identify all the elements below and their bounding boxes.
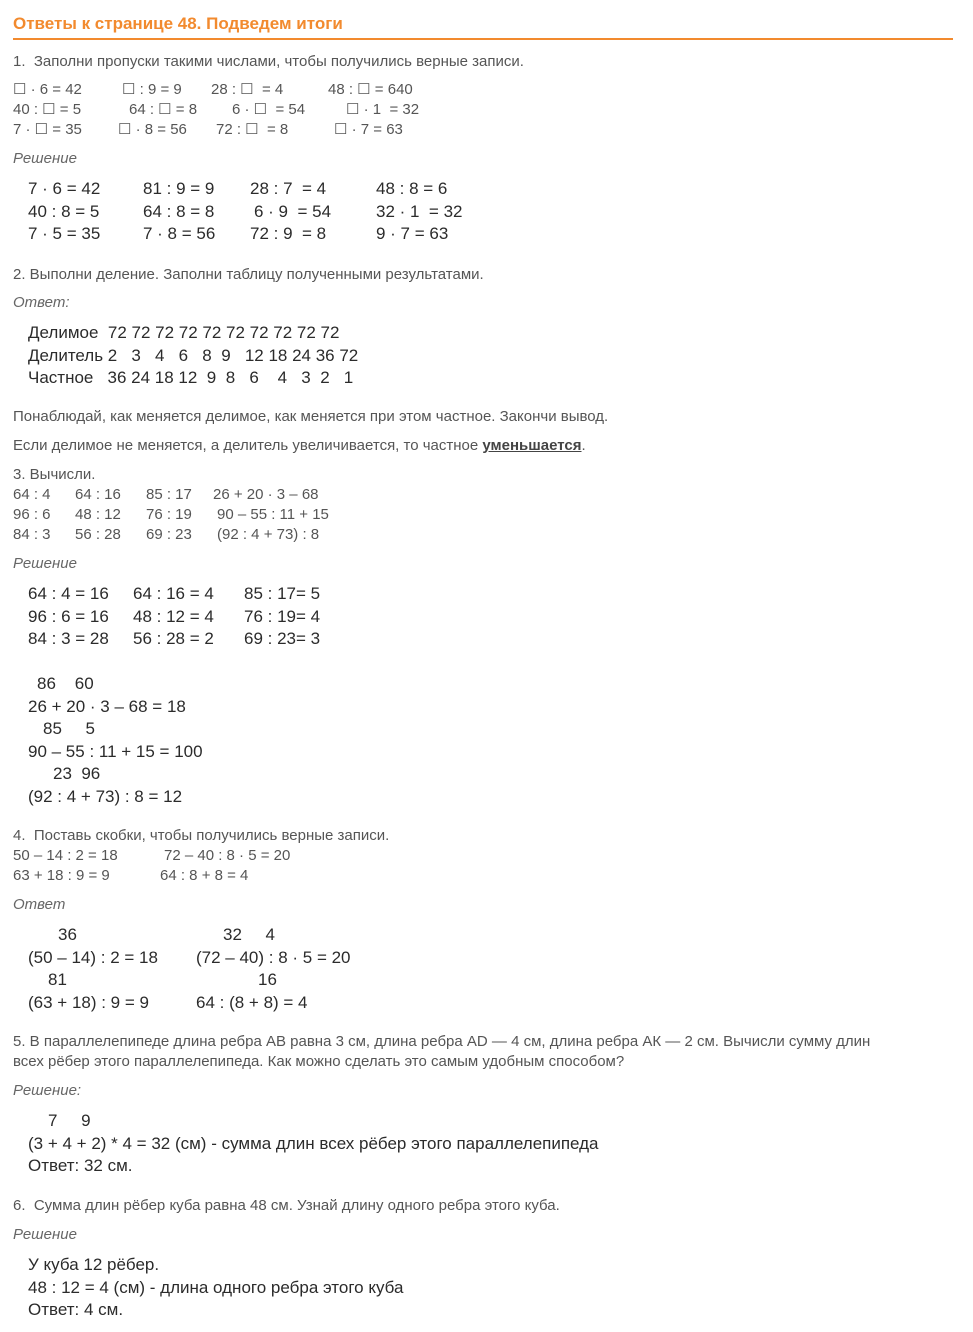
task6-solution-line: 48 : 12 = 4 (см) - длина одного ребра этого куба [28, 1278, 404, 1297]
task3-item: 85 : 17 [146, 486, 192, 503]
task3-solution-item: 84 : 3 = 28 [28, 629, 109, 648]
task1-item: ☐ · 8 = 56 [118, 121, 187, 138]
task1-solution-item: 32 · 1 = 32 [376, 202, 463, 221]
task3-solution-item: 96 : 6 = 16 [28, 607, 109, 626]
task3-item: 64 : 4 [13, 486, 51, 503]
task4-answer-expression: (72 – 40) : 8 · 5 = 20 [196, 948, 351, 967]
task1-item: 48 : ☐ = 640 [328, 81, 413, 98]
task4-aux-values: 81 [48, 970, 67, 989]
task3-solution-item: 85 : 17= 5 [244, 584, 321, 603]
task4-answer-expression: (63 + 18) : 9 = 9 [28, 993, 149, 1012]
task1-item: 6 · ☐ = 54 [232, 101, 306, 118]
task1-solution-item: 7 · 5 = 35 [28, 224, 101, 243]
task3-item: 96 : 6 [13, 506, 51, 523]
task3-item: 56 : 28 [75, 526, 121, 543]
task3-aux-values: 85 5 [43, 719, 95, 738]
task3-question: 3. Вычисли. [13, 466, 96, 483]
task1-solution-item: 6 · 9 = 54 [254, 202, 332, 221]
task3-solution-item: 69 : 23= 3 [244, 629, 321, 648]
conclusion-answer: уменьшается [482, 437, 582, 454]
task1-solution-item: 40 : 8 = 5 [28, 202, 100, 221]
task1-solution-item: 7 · 8 = 56 [143, 224, 216, 243]
task1-solution-item: 72 : 9 = 8 [250, 224, 327, 243]
task1-item: 40 : ☐ = 5 [13, 101, 82, 118]
task1-solution-label: Решение [13, 150, 77, 167]
task5-solution-label: Решение: [13, 1082, 82, 1099]
task3-item: 84 : 3 [13, 526, 51, 543]
task5-aux-values: 7 9 [48, 1111, 91, 1130]
task5-question: всех рёбер этого параллелепипеда. Как можно сделать это самым удобным способом? [13, 1053, 625, 1070]
task6-solution-line: У куба 12 рёбер. [28, 1255, 160, 1274]
task5-solution-line: (3 + 4 + 2) * 4 = 32 (см) - сумма длин всех рёбер этого параллелепипеда [28, 1134, 599, 1153]
task3-item: 64 : 16 [75, 486, 121, 503]
task3-item: 48 : 12 [75, 506, 121, 523]
task6-question: 6. Сумма длин рёбер куба равна 48 см. Узнай длину одного ребра этого куба. [13, 1197, 560, 1214]
task3-expression: (92 : 4 + 73) : 8 = 12 [28, 787, 183, 806]
task2-conclusion [13, 436, 586, 456]
conclusion-suffix: . [581, 437, 586, 454]
task5-question: 5. В параллелепипеде длина ребра АВ равна 3 см, длина ребра AD — 4 см, длина ребра АК — 2 см. Вычисли сумму длин [13, 1033, 871, 1050]
task3-aux-values: 23 96 [53, 764, 101, 783]
task4-answer-label: Ответ [13, 896, 66, 913]
task1-solution-item: 9 · 7 = 63 [376, 224, 449, 243]
task1-item: 72 : ☐ = 8 [216, 121, 289, 138]
task1-item: 28 : ☐ = 4 [211, 81, 284, 98]
task5-answer: Ответ: 32 см. [28, 1156, 133, 1175]
task4-item: 72 – 40 : 8 · 5 = 20 [164, 847, 291, 864]
task2-observe: Понаблюдай, как меняется делимое, как меняется при этом частное. Закончи вывод. [13, 408, 609, 425]
task3-expression: 90 – 55 : 11 + 15 = 100 [28, 742, 203, 761]
task2-table-row: Делитель 2 3 4 6 8 9 12 18 24 36 72 [28, 346, 359, 365]
task1-item: 64 : ☐ = 8 [129, 101, 198, 118]
page-title: Ответы к странице 48. Подведем итоги [13, 14, 953, 40]
task3-solution-item: 64 : 4 = 16 [28, 584, 109, 603]
task2-table-row: Частное 36 24 18 12 9 8 6 4 3 2 1 [28, 368, 354, 387]
task3-solution-item: 64 : 16 = 4 [133, 584, 214, 603]
task4-answer-expression: 64 : (8 + 8) = 4 [196, 993, 308, 1012]
task4-question: 4. Поставь скобки, чтобы получились верные записи. [13, 827, 390, 844]
task4-item: 64 : 8 + 8 = 4 [160, 867, 249, 884]
task4-answer-expression: (50 – 14) : 2 = 18 [28, 948, 158, 967]
task1-item: ☐ : 9 = 9 [122, 81, 182, 98]
task1-item: ☐ · 7 = 63 [334, 121, 403, 138]
task1-solution-item: 81 : 9 = 9 [143, 179, 215, 198]
task3-solution-item: 56 : 28 = 2 [133, 629, 214, 648]
task6-answer: Ответ: 4 см. [28, 1300, 124, 1319]
task4-aux-values: 36 [58, 925, 77, 944]
task3-item: (92 : 4 + 73) : 8 [217, 526, 320, 543]
task1-item: ☐ · 1 = 32 [346, 101, 420, 118]
task1-item: ☐ · 6 = 42 [13, 81, 82, 98]
task1-solution-item: 7 · 6 = 42 [28, 179, 101, 198]
task3-item: 26 + 20 · 3 – 68 [213, 486, 319, 503]
task1-solution-item: 64 : 8 = 8 [143, 202, 215, 221]
task1-solution-item: 28 : 7 = 4 [250, 179, 327, 198]
task3-solution-label: Решение [13, 555, 77, 572]
task3-solution-item: 76 : 19= 4 [244, 607, 321, 626]
task3-solution-item: 48 : 12 = 4 [133, 607, 214, 626]
task4-aux-values: 32 4 [223, 925, 275, 944]
task4-aux-values: 16 [258, 970, 277, 989]
task1-question: 1. Заполни пропуски такими числами, чтобы получились верные записи. [13, 53, 524, 70]
task2-answer-label: Ответ: [13, 294, 70, 311]
task3-aux-values: 86 60 [37, 674, 94, 693]
task2-question: 2. Выполни деление. Заполни таблицу полученными результатами. [13, 266, 484, 283]
task4-item: 50 – 14 : 2 = 18 [13, 847, 118, 864]
conclusion-prefix: Если делимое не меняется, а делитель увеличивается, то частное [13, 437, 483, 454]
task3-expression: 26 + 20 · 3 – 68 = 18 [28, 697, 186, 716]
task1-item: 7 · ☐ = 35 [13, 121, 82, 138]
task3-item: 69 : 23 [146, 526, 192, 543]
task1-solution-item: 48 : 8 = 6 [376, 179, 448, 198]
task4-item: 63 + 18 : 9 = 9 [13, 867, 110, 884]
task3-item: 90 – 55 : 11 + 15 [217, 506, 329, 523]
task6-solution-label: Решение [13, 1226, 77, 1243]
task3-item: 76 : 19 [146, 506, 192, 523]
task2-table-row: Делимое 72 72 72 72 72 72 72 72 72 72 [28, 323, 340, 342]
